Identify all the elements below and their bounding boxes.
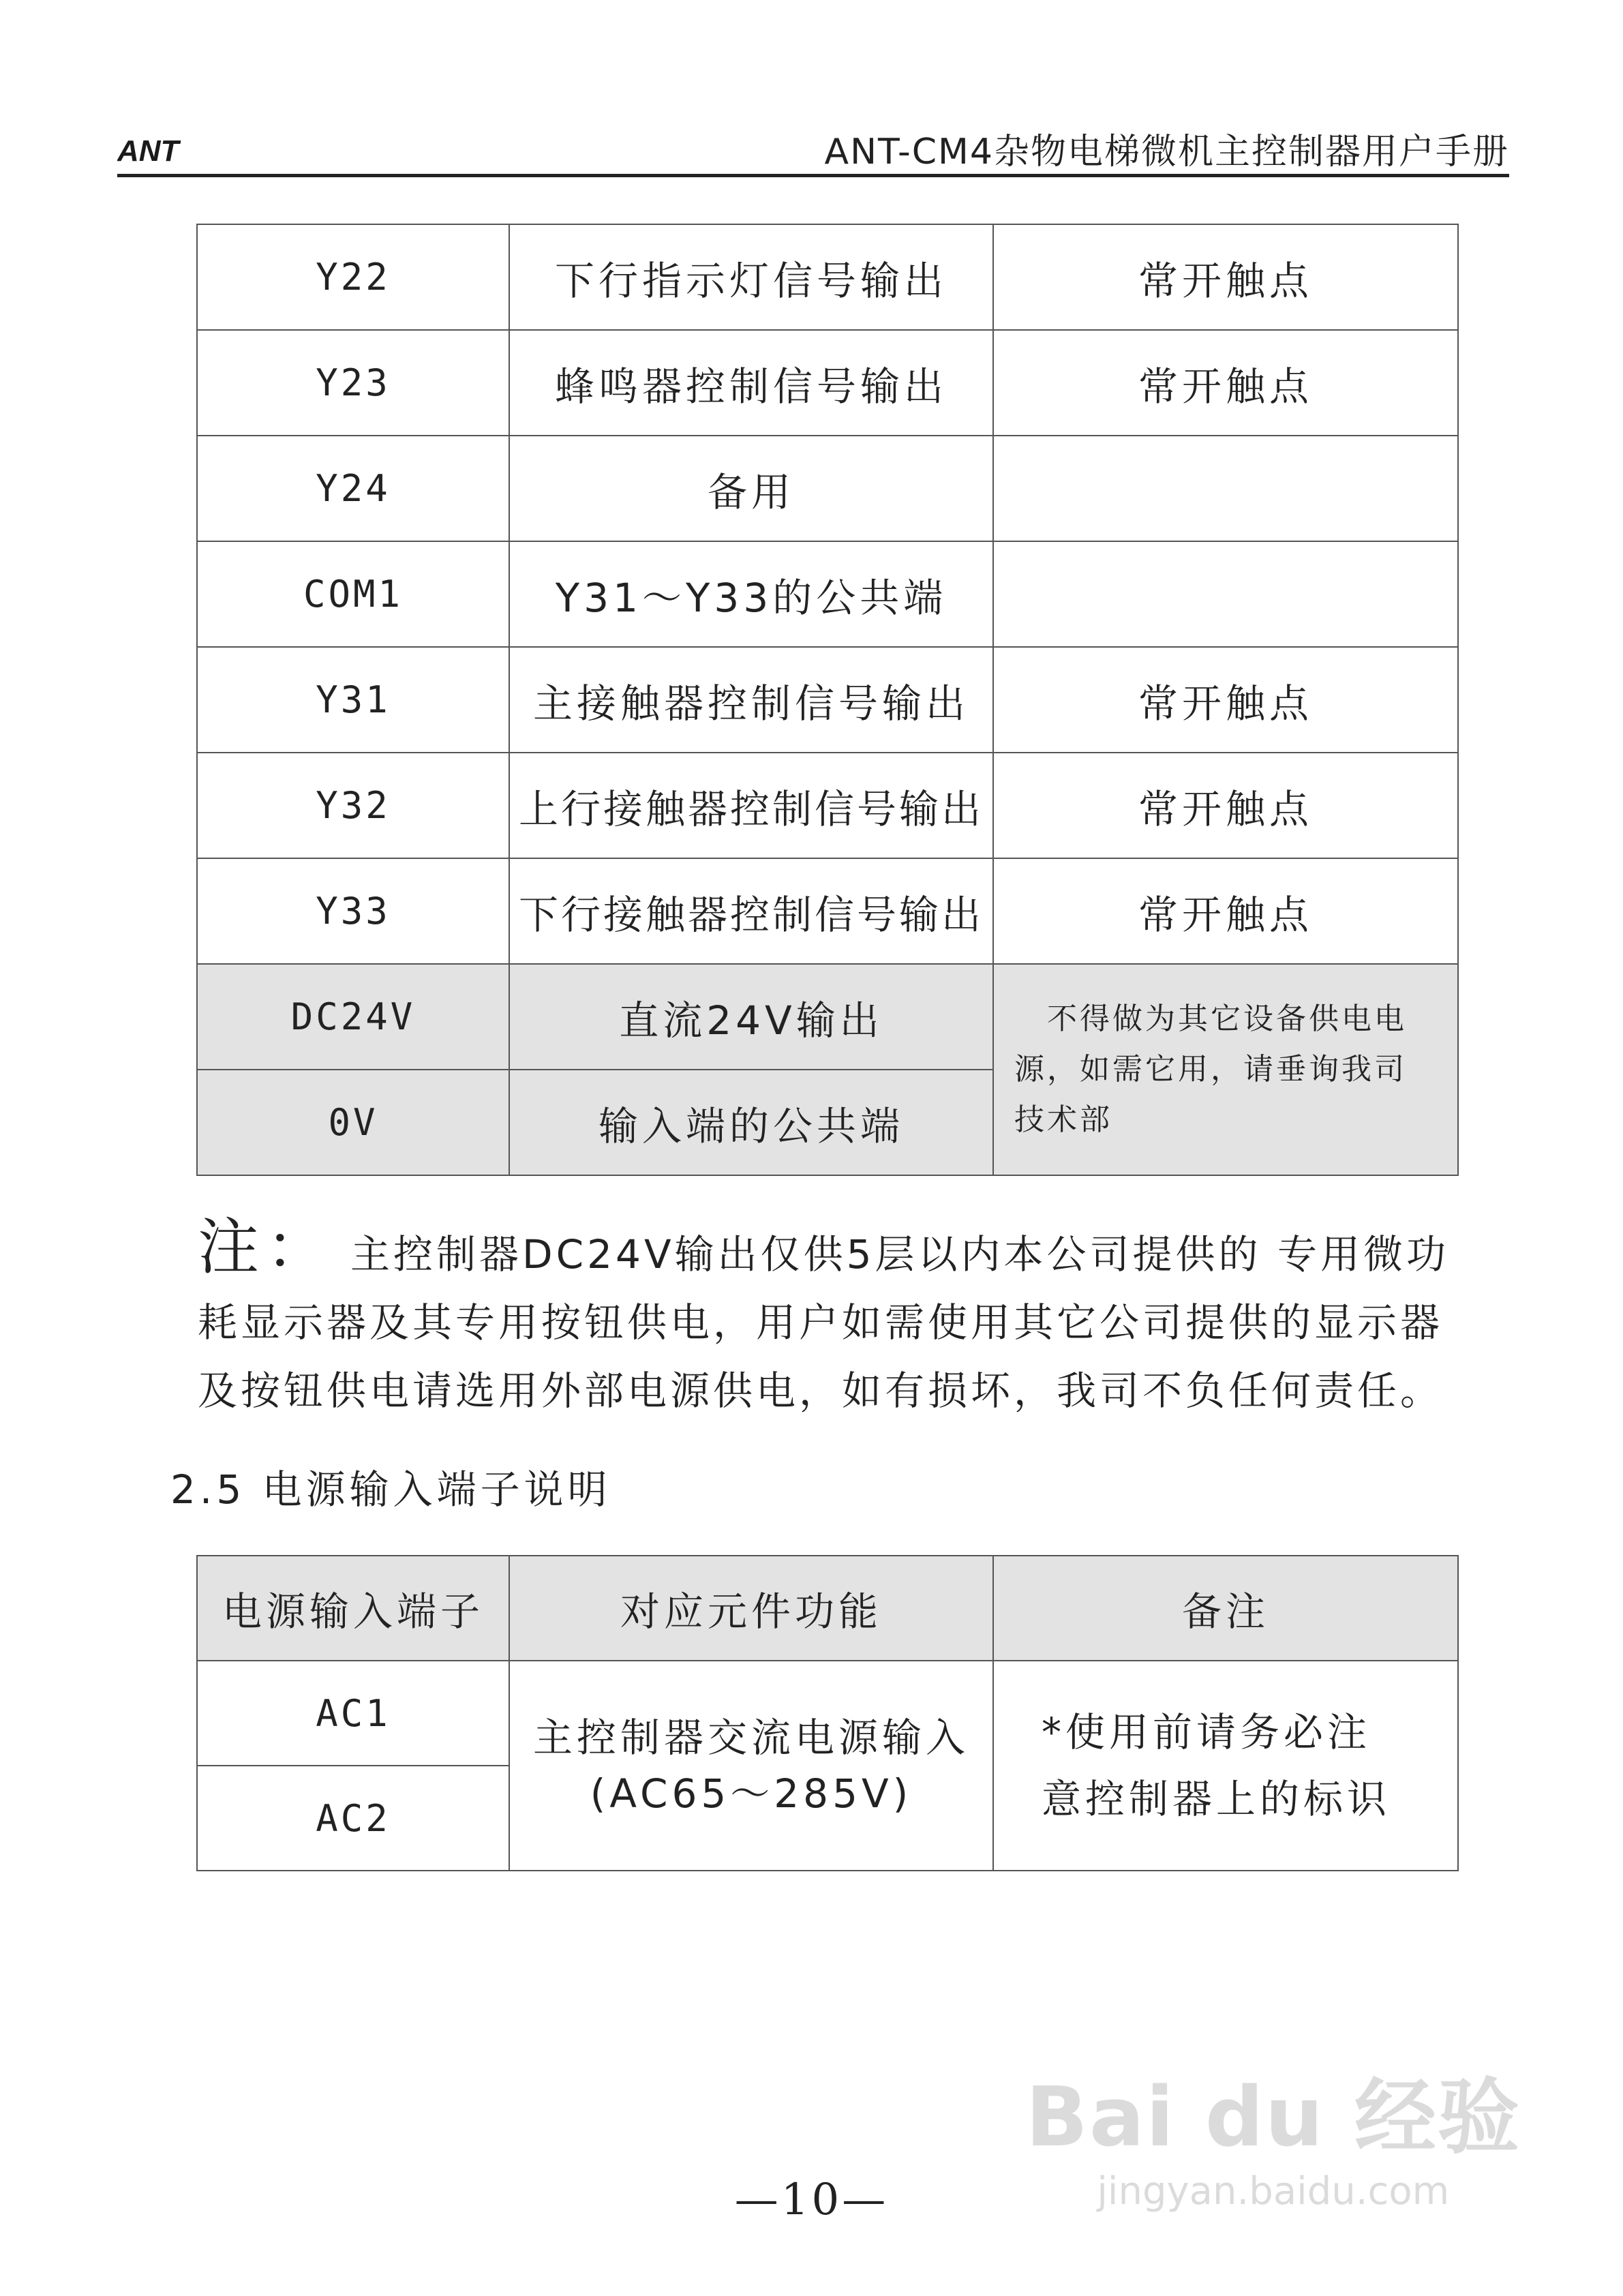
- section-heading: 2.5 电源输入端子说明: [170, 1466, 611, 1513]
- terminal-cell: COM1: [197, 541, 509, 647]
- table-row: [197, 964, 1458, 1070]
- page-number: —10—: [734, 2175, 889, 2225]
- table-header-row: [197, 1556, 1458, 1661]
- note-cell: [993, 541, 1458, 647]
- ant-logo: [117, 135, 226, 165]
- function-cell: 输入端的公共端: [509, 1070, 993, 1175]
- column-header: 备注: [993, 1556, 1458, 1661]
- note-cell: 常开触点: [993, 858, 1458, 964]
- function-cell: [509, 1661, 993, 1871]
- table-row: [197, 647, 1458, 753]
- note-cell: 常开触点: [993, 330, 1458, 436]
- note-line: *使用前请务必注: [1042, 1709, 1371, 1755]
- table-row: [197, 1661, 1458, 1766]
- terminal-cell: Y23: [197, 330, 509, 436]
- note-paragraph: [198, 1213, 1466, 1425]
- function-cell: Y31～Y33的公共端: [509, 541, 993, 647]
- terminal-cell: 0V: [197, 1070, 509, 1175]
- note-cell: [993, 436, 1458, 541]
- output-terminal-table: [196, 224, 1459, 1176]
- terminal-cell: AC2: [197, 1766, 509, 1871]
- function-cell: 蜂鸣器控制信号输出: [509, 330, 993, 436]
- logo-text: ANT: [117, 135, 179, 165]
- column-header: 对应元件功能: [509, 1556, 993, 1661]
- terminal-cell: Y32: [197, 753, 509, 858]
- note-cell: [993, 1661, 1458, 1871]
- note-line: 意控制器上的标识: [1042, 1776, 1391, 1822]
- table-row: [197, 330, 1458, 436]
- terminal-cell: Y33: [197, 858, 509, 964]
- terminal-cell: Y24: [197, 436, 509, 541]
- note-cell: 常开触点: [993, 224, 1458, 330]
- terminal-cell: AC1: [197, 1661, 509, 1766]
- table-row: [197, 541, 1458, 647]
- note-lead: 注：: [198, 1211, 334, 1283]
- note-cell: 常开触点: [993, 647, 1458, 753]
- function-cell: 下行接触器控制信号输出: [509, 858, 993, 964]
- terminal-cell: Y31: [197, 647, 509, 753]
- note-cell: 常开触点: [993, 753, 1458, 858]
- watermark-url: jingyan.baidu.com: [1097, 2169, 1450, 2214]
- function-cell: 下行指示灯信号输出: [509, 224, 993, 330]
- power-input-table: [196, 1555, 1459, 1871]
- table-row: [197, 858, 1458, 964]
- terminal-cell: DC24V: [197, 964, 509, 1070]
- note-text: 主控制器DC24V输出仅供5层以内本公司提供的 专用微功耗显示器及其专用按钮供电，用户如需使用其它公司提供的显示器及按钮供电请选用外部电源供电，如有损坏，我司不负任何责任。: [198, 1231, 1449, 1414]
- watermark-brand: Bai du 经验: [1025, 2070, 1521, 2165]
- function-line: 主控制器交流电源输入: [532, 1715, 969, 1761]
- power-note-cell: 不得做为其它设备供电电源，如需它用，请垂询我司技术部: [993, 964, 1458, 1175]
- manual-title: ANT-CM4杂物电梯微机主控制器用户手册: [824, 132, 1509, 172]
- function-cell: 直流24V输出: [509, 964, 993, 1070]
- table-row: [197, 436, 1458, 541]
- terminal-cell: Y22: [197, 224, 509, 330]
- header-divider: [117, 174, 1509, 177]
- function-cell: 备用: [509, 436, 993, 541]
- function-range: (AC65～285V): [590, 1770, 913, 1817]
- function-cell: 主接触器控制信号输出: [509, 647, 993, 753]
- table-row: [197, 224, 1458, 330]
- table-row: [197, 753, 1458, 858]
- function-cell: 上行接触器控制信号输出: [509, 753, 993, 858]
- column-header: 电源输入端子: [197, 1556, 509, 1661]
